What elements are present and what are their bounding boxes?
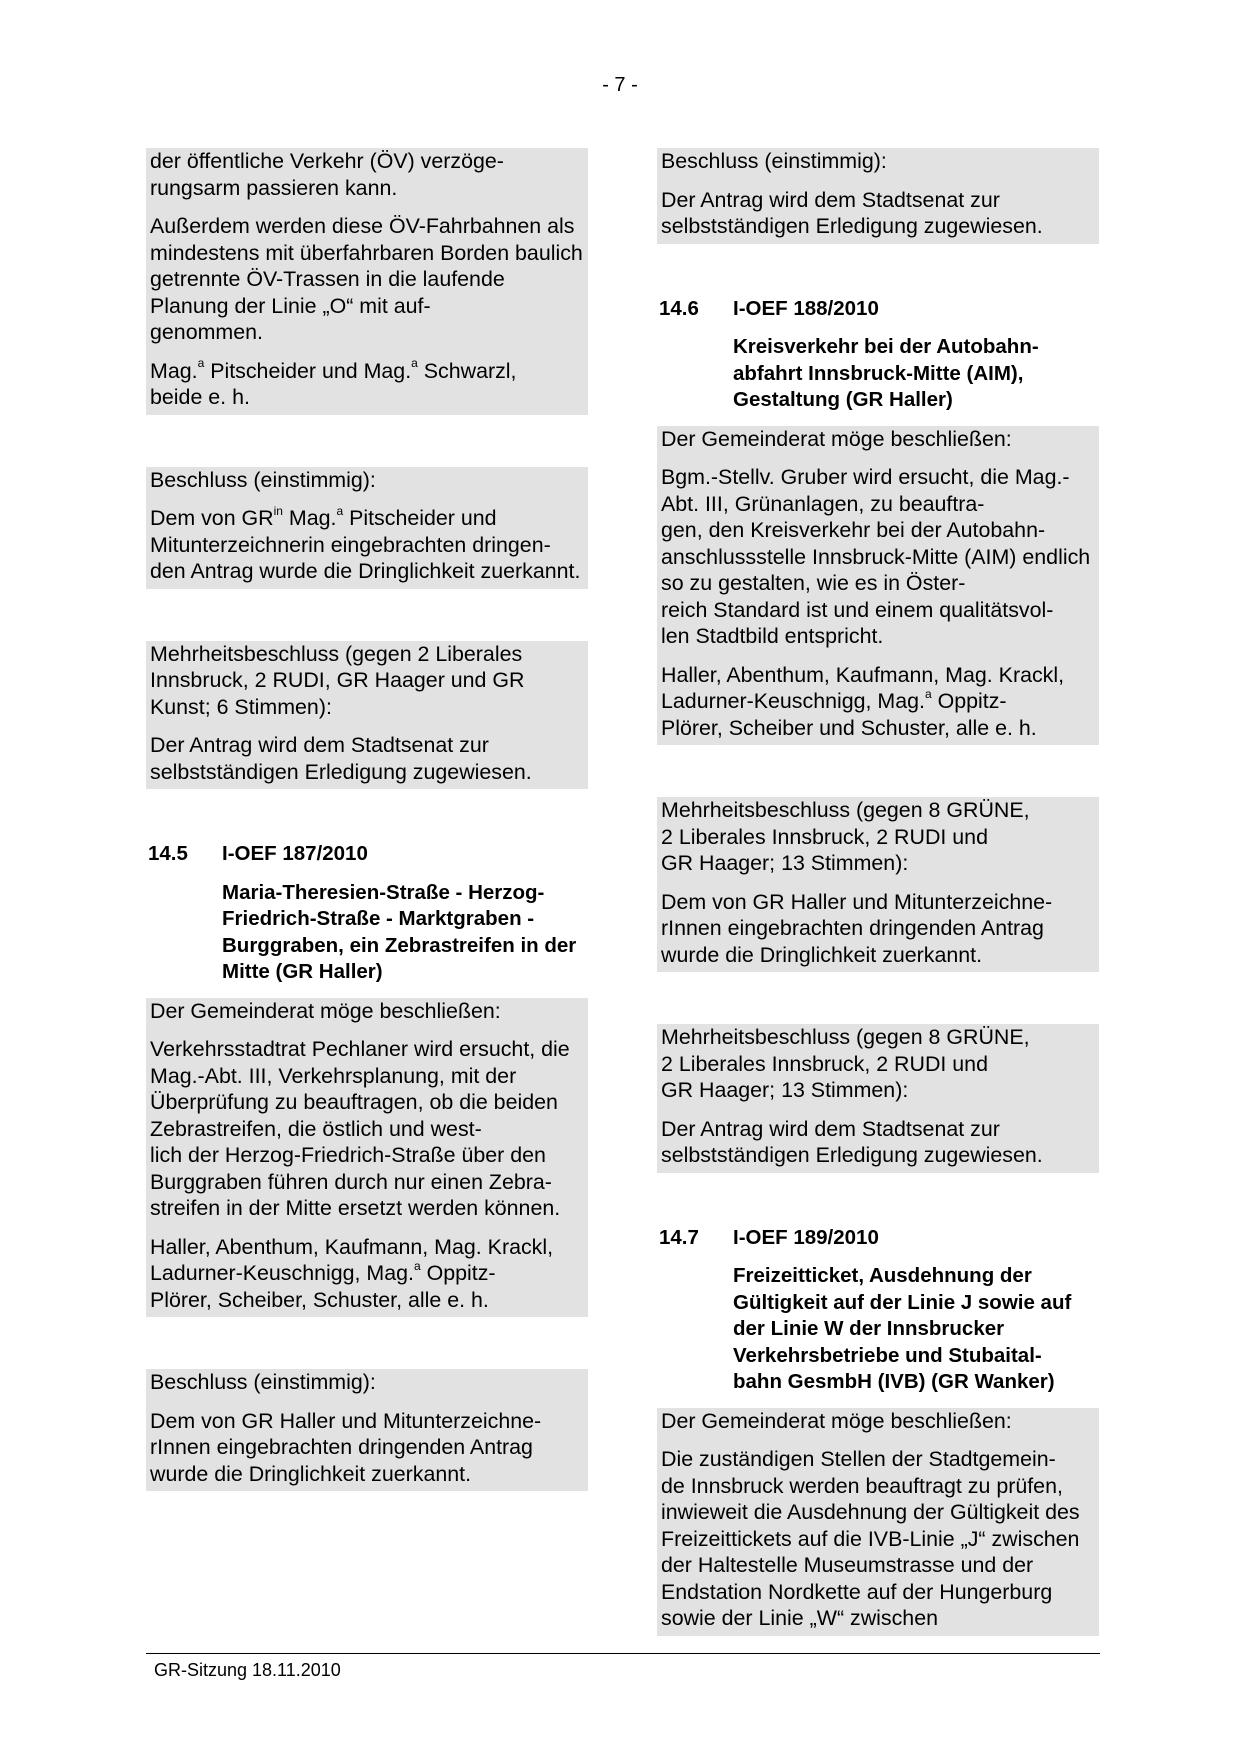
signature-line: Mag.$^a$ Pitscheider und Mag.$^a$ Schwarzl, beide e. h. [150, 356, 517, 409]
motion-block [146, 998, 588, 1318]
section-number: 14.7 [659, 1225, 699, 1249]
section-title: Kreisverkehr bei der Autobahn- abfahrt Innsbruck-Mitte (AIM), Gestaltung (GR Haller) [733, 335, 1039, 411]
motion-intro: Der Gemeinderat möge beschließen: [661, 426, 1012, 451]
motion-intro: Der Gemeinderat möge beschließen: [150, 998, 501, 1023]
paragraph: Der Antrag wird dem Stadtsenat zur selbstständigen Erledigung zugewiesen. [150, 733, 532, 784]
paragraph: Die zuständigen Stellen der Stadtgemein- de Innsbruck werden beauftragt zu prüfen, inwieweit die Ausdehnung der Gültigkeit des Freizeittickets auf die IVB-Linie „J“ zwischen der Haltestelle Museumstrasse und der Endstation Nordkette auf der Hungerburg sowie der Linie „W“ zwischen [661, 1447, 1080, 1630]
motion-block [657, 426, 1099, 746]
page-number: - 7 - [602, 74, 638, 96]
resolution-title: Mehrheitsbeschluss (gegen 8 GRÜNE, 2 Liberales Innsbruck, 2 RUDI und GR Haager; 13 Stimmen): [661, 798, 1030, 875]
section-title: Freizeitticket, Ausdehnung der Gültigkeit auf der Linie J sowie auf der Linie W der Innsbrucker Verkehrsbetriebe und Stubaital- bahn GesmbH (IVB) (GR Wanker) [733, 1264, 1072, 1393]
paragraph: Der Antrag wird dem Stadtsenat zur selbstständigen Erledigung zugewiesen. [661, 1116, 1043, 1167]
section-code: I-OEF 187/2010 [222, 842, 368, 865]
section-number: 14.6 [659, 296, 699, 320]
footer-divider [146, 1653, 1100, 1654]
text-block [146, 148, 588, 415]
section-code: I-OEF 188/2010 [733, 296, 879, 320]
resolution-title: Beschluss (einstimmig): [661, 149, 887, 173]
signature-line: Haller, Abenthum, Kaufmann, Mag. Krackl, Ladurner-Keuschnigg, Mag.$^a$ Oppitz- Plörer, Scheiber und Schuster, alle e. h. [661, 662, 1065, 740]
paragraph: Dem von GR Haller und Mitunterzeichne- rInnen eingebrachten dringenden Antrag wurde die Dringlichkeit zuerkannt. [150, 1408, 542, 1486]
resolution-title: Beschluss (einstimmig): [150, 1370, 376, 1394]
resolution-title: Mehrheitsbeschluss (gegen 2 Liberales Innsbruck, 2 RUDI, GR Haager und GR Kunst; 6 Stimmen): [150, 641, 525, 719]
signature-line: Haller, Abenthum, Kaufmann, Mag. Krackl, Ladurner-Keuschnigg, Mag.$^a$ Oppitz- Plörer, Scheiber, Schuster, alle e. h. [150, 1234, 554, 1312]
resolution-title: Mehrheitsbeschluss (gegen 8 GRÜNE, 2 Liberales Innsbruck, 2 RUDI und GR Haager; 13 Stimmen): [661, 1025, 1030, 1102]
section-heading [657, 296, 1099, 426]
resolution-block [146, 641, 588, 790]
section-number: 14.5 [148, 842, 188, 865]
motion-intro: Der Gemeinderat möge beschließen: [661, 1408, 1012, 1433]
paragraph: Der Antrag wird dem Stadtsenat zur selbstständigen Erledigung zugewiesen. [661, 187, 1043, 238]
paragraph: Bgm.-Stellv. Gruber wird ersucht, die Mag.-Abt. III, Grünanlagen, zu beauftra- gen, den Kreisverkehr bei der Autobahn- anschlussstelle Innsbruck-Mitte (AIM) endlich so zu gestalten, wie es in Öster- reich Standard ist und einem qualitätsvol- len Stadtbild entspricht. [661, 465, 1091, 648]
resolution-block [146, 1369, 588, 1491]
paragraph: Außerdem werden diese ÖV-Fahrbahnen als mindestens mit überfahrbaren Borden baulich getrennte ÖV-Trassen in die laufende Planung der Linie „O“ mit auf- genommen. [150, 214, 583, 344]
resolution-block [146, 467, 588, 589]
resolution-block [657, 797, 1099, 972]
left-column [146, 148, 588, 1491]
section-heading [146, 841, 588, 998]
resolution-block [657, 148, 1099, 244]
section-code: I-OEF 189/2010 [733, 1225, 879, 1249]
motion-block [657, 1408, 1099, 1636]
paragraph: der öffentliche Verkehr (ÖV) verzöge- rungsarm passieren kann. [150, 149, 504, 200]
right-column [657, 148, 1099, 1636]
resolution-block [657, 1024, 1099, 1173]
paragraph: Dem von GR Haller und Mitunterzeichne- rInnen eingebrachten dringenden Antrag wurde die Dringlichkeit zuerkannt. [661, 889, 1053, 967]
section-heading [657, 1225, 1099, 1408]
section-title: Maria-Theresien-Straße - Herzog-Friedrich-Straße - Marktgraben - Burggraben, ein Zebrastreifen in der Mitte (GR Haller) [222, 880, 577, 983]
footer-text: GR-Sitzung 18.11.2010 [154, 1660, 341, 1680]
resolution-title: Beschluss (einstimmig): [150, 467, 376, 492]
paragraph: Verkehrsstadtrat Pechlaner wird ersucht, die Mag.-Abt. III, Verkehrsplanung, mit der Überprüfung zu beauftragen, ob die beiden Zebrastreifen, die östlich und west- lich der Herzog-Friedrich-Straße über den Burggraben führen durch nur einen Zebra- streifen in der Mitte ersetzt werden können. [150, 1037, 570, 1220]
paragraph: Dem von $GR^{in}$ Mag.$^a$ Pitscheider und Mitunterzeichnerin eingebrachten dringen- den Antrag wurde die Dringlichkeit zuerkannt. [150, 503, 581, 583]
